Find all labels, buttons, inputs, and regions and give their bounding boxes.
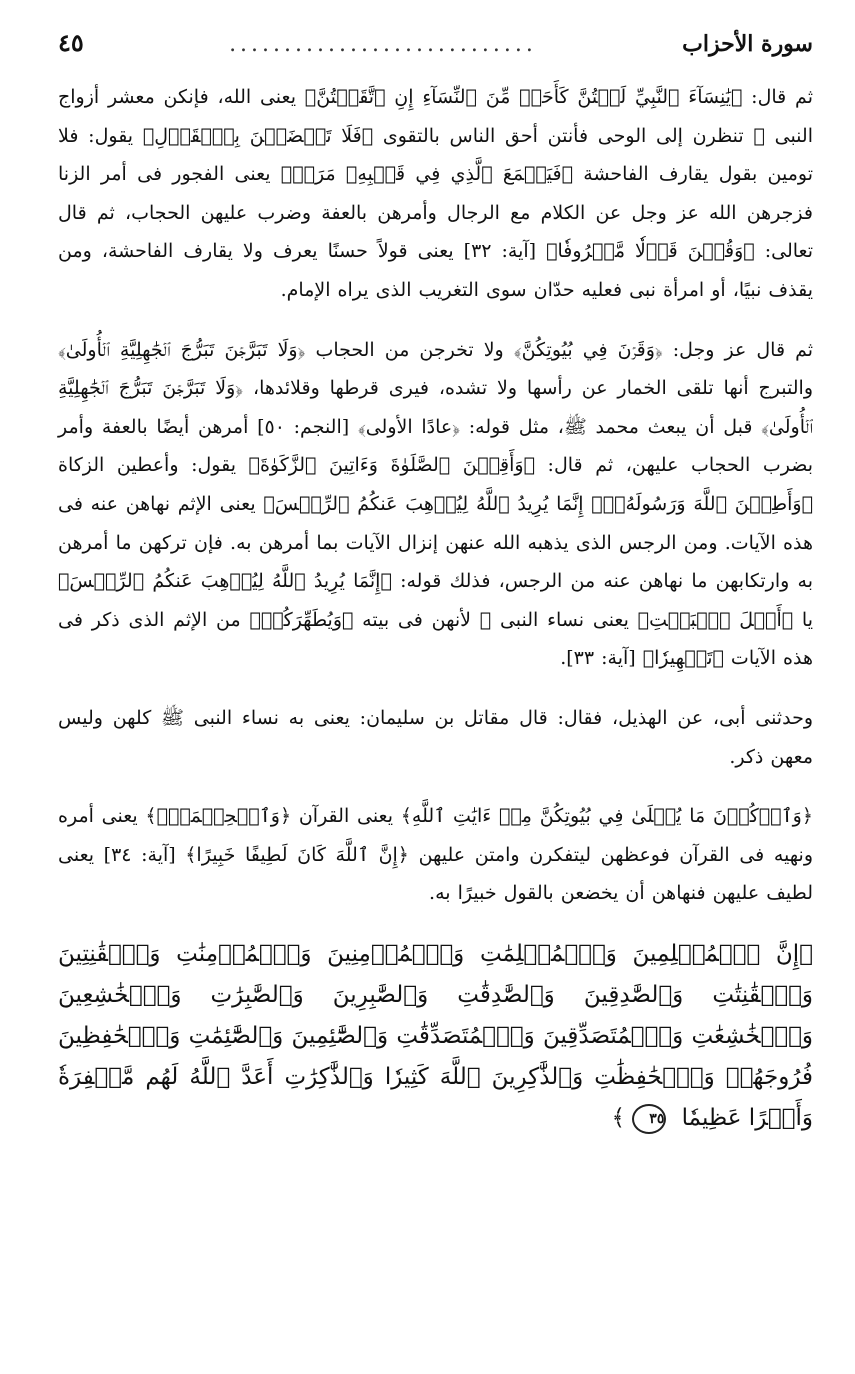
commentary-paragraph-1: ثم قال: ﴿يَٰنِسَآءَ ٱلنَّبِيِّ لَسۡتُنَّ كَأَحَدٖ مِّنَ ٱلنِّسَآءِ إِنِ ٱتَّقَيۡتُنَّ﴾ يعنى الله، فإنكن معشر أزواج النبى ﷺ تنظرن إلى الوحى فأنتن أحق الناس بالتقوى ﴿فَلَا تَخۡضَعۡنَ بِٱلۡقَوۡلِ﴾ يقول: فلا تومين بقول يقارف الفاحشة ﴿فَيَطۡمَعَ ٱلَّذِي فِي قَلۡبِهِۦ مَرَضٞ﴾ يعنى الفجور فى أمر الزنا فزجرهن الله عز وجل عن الكلام مع الرجال وأمرهن بالعفة وضرب عليهن الحجاب، ثم قال تعالى: ﴿وَقُلۡنَ قَوۡلٗا مَّعۡرُوفٗا﴾ [آية: ٣٢] يعنى قولاً حسنًا يعرف ولا يقارف الفاحشة، ومن يقذف نبيًا، أو امرأة نبى فعليه حدّان سوى التغريب الذى يراه الإمام. — [58, 86, 813, 301]
verse-number-marker: ٣٥ — [632, 1104, 666, 1134]
verse-closing-bracket: ﴾ — [611, 1104, 626, 1131]
running-header — [58, 28, 813, 74]
header-dot-leader: ............................ — [229, 32, 537, 57]
quran-verse-block — [58, 934, 813, 1139]
commentary-paragraph-2: ثم قال عز وجل: ﴿وَقَرۡنَ فِي بُيُوتِكُنَّ﴾ ولا تخرجن من الحجاب ﴿وَلَا تَبَرَّجۡنَ تَبَرُّجَ ٱلۡجَٰهِلِيَّةِ ٱلۡأُولَىٰ﴾ والتبرج أنها تلقى الخمار عن رأسها ولا تشده، فيرى قرطها وقلائدها، ﴿وَلَا تَبَرَّجۡنَ تَبَرُّجَ ٱلۡجَٰهِلِيَّةِ ٱلۡأُولَىٰ﴾ قبل أن يبعث محمد ﷺ، مثل قوله: ﴿عادًا الأولى﴾ [النجم: ٥٠] أمرهن أيضًا بالعفة وأمر بضرب الحجاب عليهن، ثم قال: ﴿وَأَقِمۡنَ ٱلصَّلَوٰةَ وَءَاتِينَ ٱلزَّكَوٰةَ﴾ يقول: وأعطين الزكاة ﴿وَأَطِعۡنَ ٱللَّهَ وَرَسُولَهُۥٓۚ إِنَّمَا يُرِيدُ ٱللَّهُ لِيُذۡهِبَ عَنكُمُ ٱلرِّجۡسَ﴾ يعنى الإثم نهاهن عنه فى هذه الآيات. ومن الرجس الذى يذهبه الله عنهن إنزال الآيات بما أمرهن به. فإن تركهن ما أمرهن به وارتكابهن ما نهاهن عنه من الرجس، فذلك قوله: ﴿إِنَّمَا يُرِيدُ ٱللَّهُ لِيُذۡهِبَ عَنكُمُ ٱلرِّجۡسَ﴾ يا ﴿أَهۡلَ ٱلۡبَيۡتِ﴾ يعنى نساء النبى ﷺ لأنهن فى بيته ﴿وَيُطَهِّرَكُمۡ﴾ من الإثم الذى ذكر فى هذه الآيات ﴿تَطۡهِيرٗا﴾ [آية: ٣٣]. — [58, 338, 813, 670]
commentary-paragraph-4: ﴿وَٱذۡكُرۡنَ مَا يُتۡلَىٰ فِي بُيُوتِكُنَّ مِنۡ ءَايَٰتِ ٱللَّهِ﴾ يعنى القرآن ﴿وَٱلۡحِكۡمَةِۚ﴾ يعنى أمره ونهيه فى القرآن فوعظهن ليتفكرن وامتن عليهن ﴿إِنَّ ٱللَّهَ كَانَ لَطِيفًا خَبِيرًا﴾ [آية: ٣٤] يعنى لطيف عليهن فنهاهن أن يخضعن بالقول خبيرًا به. — [58, 805, 813, 905]
commentary-paragraph-3: وحدثنى أبى، عن الهذيل، فقال: قال مقاتل بن سليمان: يعنى به نساء النبى ﷺ كلهن وليس معهن ذكر. — [58, 706, 813, 768]
book-page — [58, 28, 813, 1354]
surah-title: سورة الأحزاب — [682, 31, 813, 57]
page-number: ٤٥ — [58, 28, 84, 57]
verse-text: ﴿إِنَّ ٱلۡمُسۡلِمِينَ وَٱلۡمُسۡلِمَٰتِ وَٱلۡمُؤۡمِنِينَ وَٱلۡمُؤۡمِنَٰتِ وَٱلۡقَٰنِتِينَ وَٱلۡقَٰنِتَٰتِ وَٱلصَّٰدِقِينَ وَٱلصَّٰدِقَٰتِ وَٱلصَّٰبِرِينَ وَٱلصَّٰبِرَٰتِ وَٱلۡخَٰشِعِينَ وَٱلۡخَٰشِعَٰتِ وَٱلۡمُتَصَدِّقِينَ وَٱلۡمُتَصَدِّقَٰتِ وَٱلصَّٰٓئِمِينَ وَٱلصَّٰٓئِمَٰتِ وَٱلۡحَٰفِظِينَ فُرُوجَهُمۡ وَٱلۡحَٰفِظَٰتِ وَٱلذَّٰكِرِينَ ٱللَّهَ كَثِيرٗا وَٱلذَّٰكِرَٰتِ أَعَدَّ ٱللَّهُ لَهُم مَّغۡفِرَةٗ وَأَجۡرًا عَظِيمٗا — [58, 940, 813, 1131]
